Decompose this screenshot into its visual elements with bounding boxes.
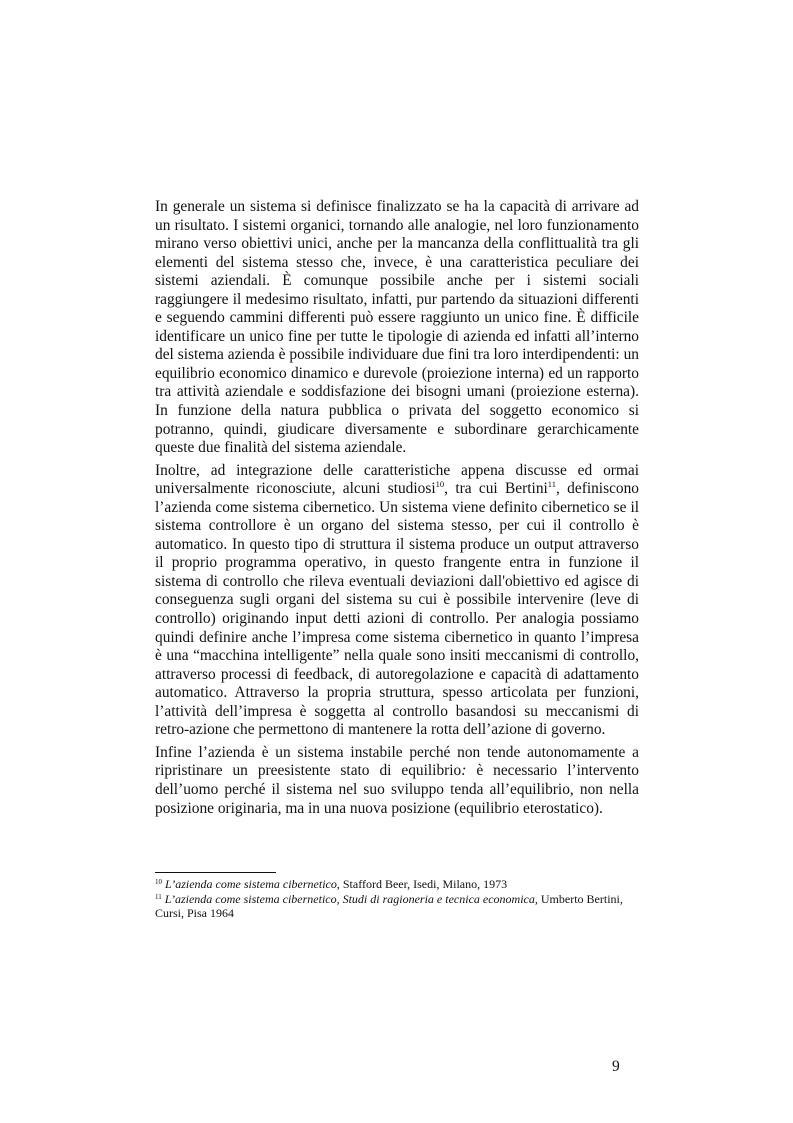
paragraph-3-colon: : [461, 762, 467, 780]
footnote-source: Umberto Bertini [537, 891, 620, 906]
paragraph-3-text-b: è necessario l’intervento dell’uomo perché il sistema nel suo sviluppo tenda all’equilibrio, non nella posizione originaria, ma in una nuova posizione (equilibrio eterostatico). [155, 762, 639, 817]
footnote-11 [155, 892, 639, 921]
paragraph [155, 462, 639, 740]
footnote-title: L’azienda come sistema cibernetico [165, 877, 337, 891]
footnotes [155, 877, 639, 921]
footnote-title: L’azienda come sistema cibernetico, Studi di ragioneria e tecnica economica, [164, 891, 538, 906]
paragraph-3-text-a: Infine l’azienda è un sistema instabile perché non tende autonomamente a ripristinare un preesistente stato di equilibrio [155, 743, 639, 780]
footnote-source: , Stafford Beer, Isedi, Milano, 1973 [336, 877, 508, 891]
footnote-number: 11 [155, 892, 162, 901]
paragraph [155, 744, 639, 818]
paragraph-2-text-c: , definiscono l’azienda come sistema cibernetico. Un sistema viene definito cibernetico se il sistema controllore è un organo del sistema stesso, per cui il controllo è automatico. In questo tipo di struttura il sistema produce un output attraverso il proprio programma operativo, in questo frangente entra in funzione il sistema di controllo che rileva eventuali deviazioni dall'obiettivo ed agisce di conseguenza sugli organi del sistema su cui è possibile intervenire (leve di controllo) originando input detti azioni di controllo. Per analogia possiamo quindi definire anche l’impresa come sistema cibernetico in quanto l’impresa è una “macchina intelligente” nella quale sono insiti meccanismi di controllo, attraverso processi di feedback, di autoregolazione e capacità di adattamento automatico. Attraverso la propria struttura, spesso articolata per funzioni, l’attività dell’impresa è soggetta al controllo basandosi su meccanismi di retro-azione che permettono di mantenere la rotta dell’azione di governo. [155, 480, 639, 739]
footnote-separator [155, 872, 276, 873]
body-text [155, 198, 639, 822]
paragraph [155, 198, 639, 458]
footnote-number: 10 [155, 878, 162, 886]
paragraph-2-text-b: , tra cui Bertini [444, 480, 548, 498]
footnote-ref-10[interactable]: 10 [435, 479, 445, 490]
footnote-source-cont: Cursi, Pisa 1964 [155, 906, 235, 920]
footnote-10 [155, 877, 639, 892]
page-number: 9 [612, 1058, 620, 1075]
footnote-ref-11[interactable]: 11 [547, 479, 556, 490]
footnote-comma: , [619, 891, 623, 906]
paragraph-2-text-a: Inoltre, ad integrazione delle caratteristiche appena discusse ed ormai universalmente riconosciute, alcuni studiosi [155, 461, 639, 498]
paragraph-1-text: In generale un sistema si definisce finalizzato se ha la capacità di arrivare ad un risultato. I sistemi organici, tornando alle analogie, nel loro funzionamento mirano verso obiettivi unici, anche per la mancanza della conflittualità tra gli elementi del sistema stesso che, invece, è una caratteristica peculiare dei sistemi aziendali. È comunque possibile anche per i sistemi sociali raggiungere il medesimo risultato, infatti, pur partendo da situazioni differenti e seguendo cammini differenti può essere raggiunto un unico fine. È difficile identificare un unico fine per tutte le tipologie di azienda ed infatti all’interno del sistema azienda è possibile individuare due fini tra loro interdipendenti: un equilibrio economico dinamico e durevole (proiezione interna) ed un rapporto tra attività aziendale e soddisfazione dei bisogni umani (proiezione esterna). In funzione della natura pubblica o privata del soggetto economico si potranno, quindi, giudicare diversamente e subordinare gerarchicamente queste due finalità del sistema aziendale. [155, 198, 639, 457]
